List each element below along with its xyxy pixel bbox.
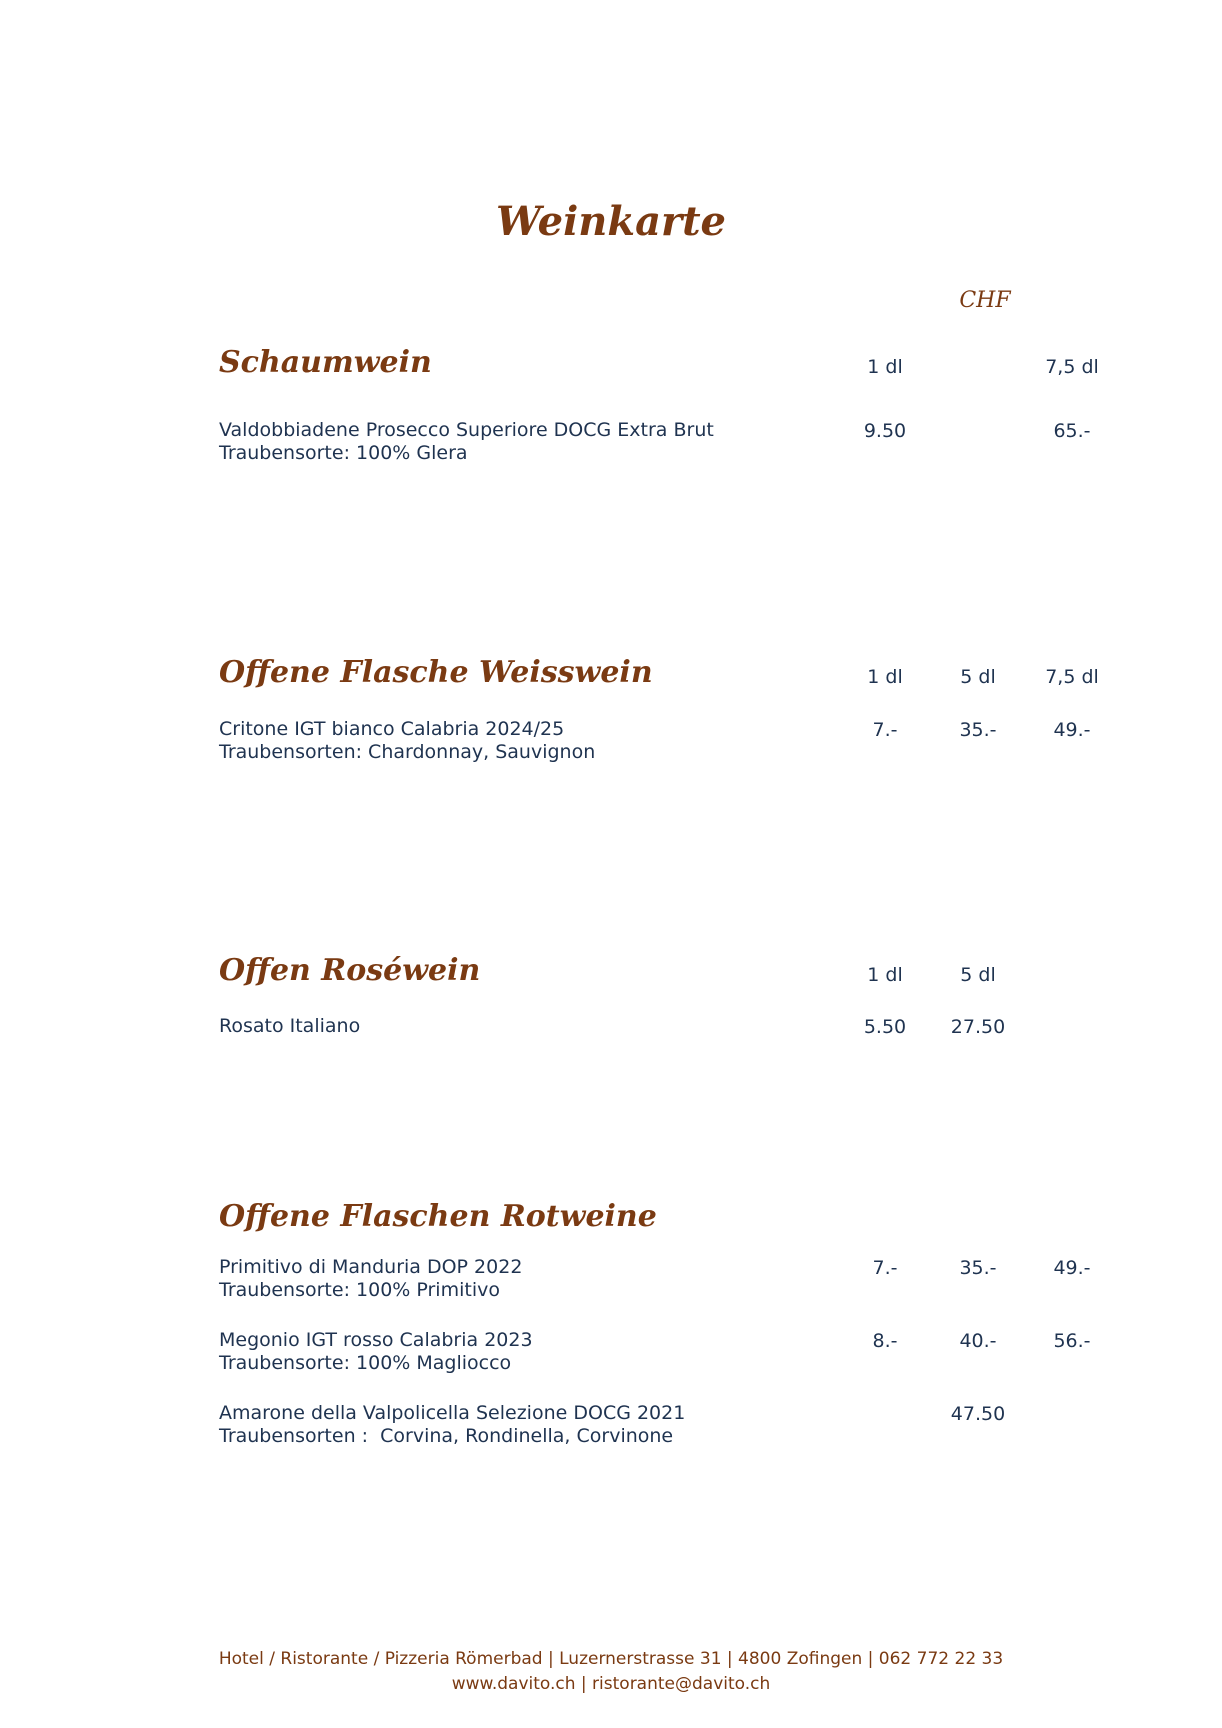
column-header-75dl: 7,5 dl [1045,666,1099,688]
column-header-5dl: 5 dl [960,666,996,688]
wine-name: Valdobbiadene Prosecco Superiore DOCG Extra Brut [219,419,714,441]
wine-name: Rosato Italiano [219,1015,361,1037]
price-75dl: 49.- [1053,1257,1091,1279]
price-75dl: 56.- [1053,1330,1091,1352]
price-1dl: 5.50 [863,1016,907,1038]
price-5dl: 27.50 [950,1016,1006,1038]
wine-grape: Traubensorte: 100% Glera [219,442,468,464]
footer-contact: www.davito.ch | ristorante@davito.ch [451,1674,771,1694]
column-header-1dl: 1 dl [867,666,903,688]
footer-address: Hotel / Ristorante / Pizzeria Römerbad | Luzernerstrasse 31 | 4800 Zofingen | 062 772 22 33 [218,1649,1004,1669]
wine-grape: Traubensorte: 100% Magliocco [219,1352,512,1374]
wine-grape: Traubensorte: 100% Primitivo [219,1279,500,1301]
price-5dl: 35.- [959,1257,997,1279]
price-75dl: 49.- [1053,719,1091,741]
price-1dl: 7.- [872,719,898,741]
wine-name: Megonio IGT rosso Calabria 2023 [219,1329,533,1351]
wine-grape: Traubensorten: Chardonnay, Sauvignon [219,741,596,763]
page-title: Weinkarte [495,198,727,245]
section-title-weisswein: Offene Flasche Weisswein [219,655,653,690]
price-5dl: 47.50 [950,1403,1006,1425]
section-title-rosewein: Offen Roséwein [219,953,481,988]
wine-grape: Traubensorten : Corvina, Rondinella, Corvinone [219,1425,674,1447]
price-1dl: 8.- [872,1330,898,1352]
column-header-5dl: 5 dl [960,964,996,986]
price-5dl: 40.- [959,1330,997,1352]
section-title-schaumwein: Schaumwein [219,345,432,380]
section-title-rotweine: Offene Flaschen Rotweine [219,1199,657,1234]
wine-name: Primitivo di Manduria DOP 2022 [219,1256,523,1278]
price-5dl: 35.- [959,719,997,741]
wine-name: Amarone della Valpolicella Selezione DOCG 2021 [219,1402,686,1424]
price-75dl: 65.- [1053,420,1091,442]
column-header-1dl: 1 dl [867,356,903,378]
column-header-75dl: 7,5 dl [1045,356,1099,378]
price-1dl: 9.50 [863,420,907,442]
price-1dl: 7.- [872,1257,898,1279]
column-header-1dl: 1 dl [867,964,903,986]
currency-label: CHF [959,288,1011,313]
wine-name: Critone IGT bianco Calabria 2024/25 [219,718,565,740]
